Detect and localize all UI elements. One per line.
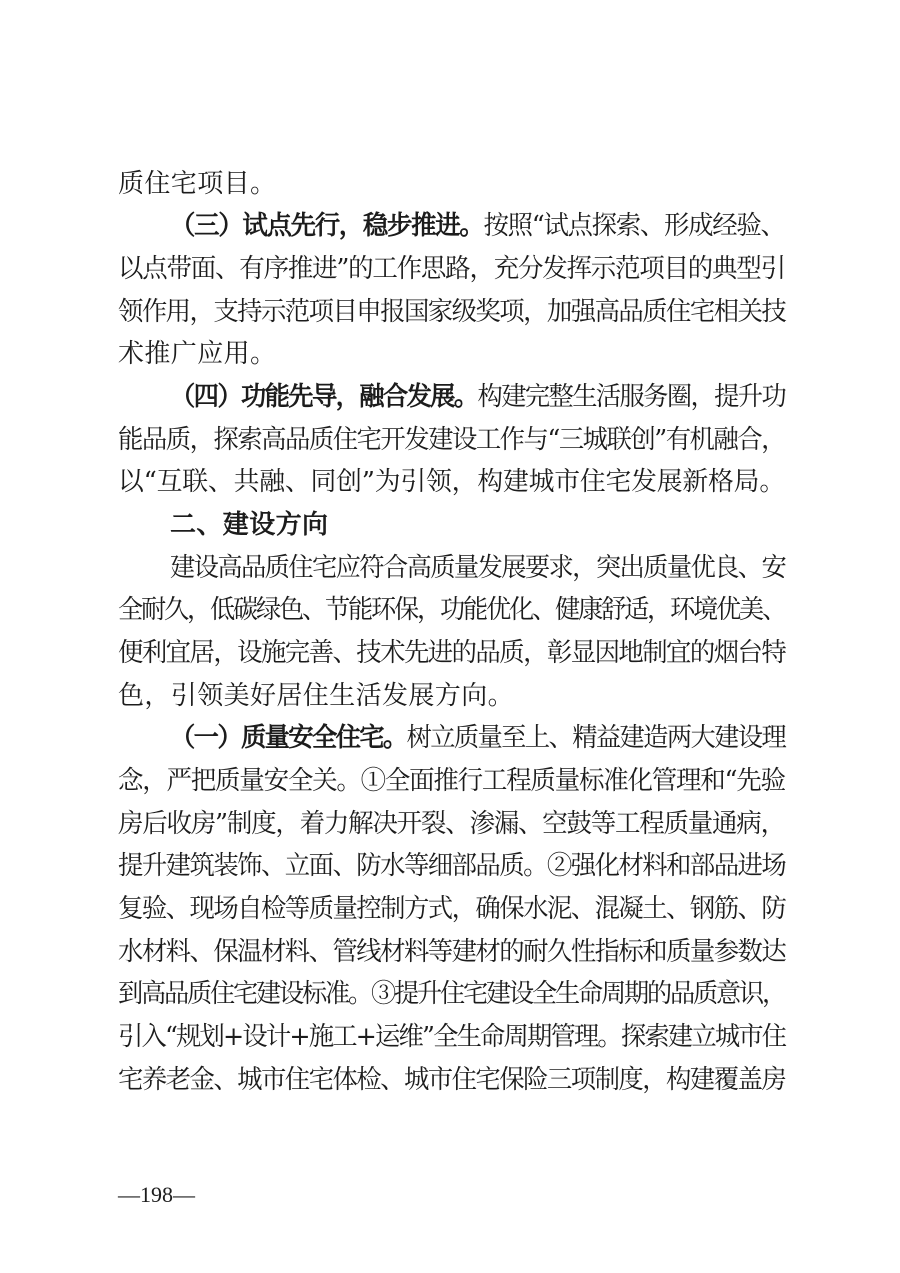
text-line: 到高品质住宅建设标准。③提升住宅建设全生命周期的品质意识， — [118, 979, 786, 1009]
text-line: 能品质，探索高品质住宅开发建设工作与“三城联创”有机融合， — [118, 425, 785, 455]
page-number: —198— — [118, 1182, 195, 1207]
text-line: 以点带面、有序推进”的工作思路，充分发挥示范项目的典型引 — [118, 254, 785, 284]
text-line: 宅养老金、城市住宅体检、城市住宅保险三项制度，构建覆盖房 — [118, 1065, 786, 1095]
text-line: 以“互联、共融、同创”为引领，构建城市住宅发展新格局。 — [118, 467, 785, 497]
paragraph-heading-4: （四）功能先导，融合发展。构建完整生活服务圈，提升功 — [170, 382, 786, 412]
text-line: 念，严把质量安全关。①全面推行工程质量标准化管理和“先验 — [118, 766, 785, 796]
text-line: 色，引领美好居住生活发展方向。 — [118, 681, 515, 711]
text-line: 复验、现场自检等质量控制方式，确保水泥、混凝土、钢筋、防 — [118, 894, 786, 924]
text-line: 便利宜居，设施完善、技术先进的品质，彰显因地制宜的烟台特 — [118, 638, 786, 668]
subsection-title: （三）试点先行，稳步推进。 — [170, 211, 484, 241]
subsection-title: （一）质量安全住宅。 — [170, 723, 407, 753]
text-line: 术推广应用。 — [118, 339, 277, 369]
text-line: 全耐久，低碳绿色、节能环保，功能优化、健康舒适，环境优美、 — [118, 595, 786, 625]
paragraph-heading-3: （三）试点先行，稳步推进。按照“试点探索、形成经验、 — [170, 211, 785, 241]
text-line: 房后收房”制度，着力解决开裂、渗漏、空鼓等工程质量通病， — [118, 809, 785, 839]
text-line: 质住宅项目。 — [118, 169, 277, 199]
section-heading: 二、建设方向 — [170, 510, 329, 540]
text-line: 水材料、保温材料、管线材料等建材的耐久性指标和质量参数达 — [118, 937, 786, 967]
subsection-title: （四）功能先导，融合发展。 — [170, 382, 478, 412]
text-line: 领作用，支持示范项目申报国家级奖项，加强高品质住宅相关技 — [118, 297, 786, 327]
text-line: 提升建筑装饰、立面、防水等细部品质。②强化材料和部品进场 — [118, 851, 786, 881]
paragraph-heading-1: （一）质量安全住宅。树立质量至上、精益建造两大建设理 — [170, 723, 786, 753]
text-line: 引入“规划+设计+施工+运维”全生命周期管理。探索建立城市住 — [118, 1022, 786, 1052]
text-line: 建设高品质住宅应符合高质量发展要求，突出质量优良、安 — [170, 553, 786, 583]
